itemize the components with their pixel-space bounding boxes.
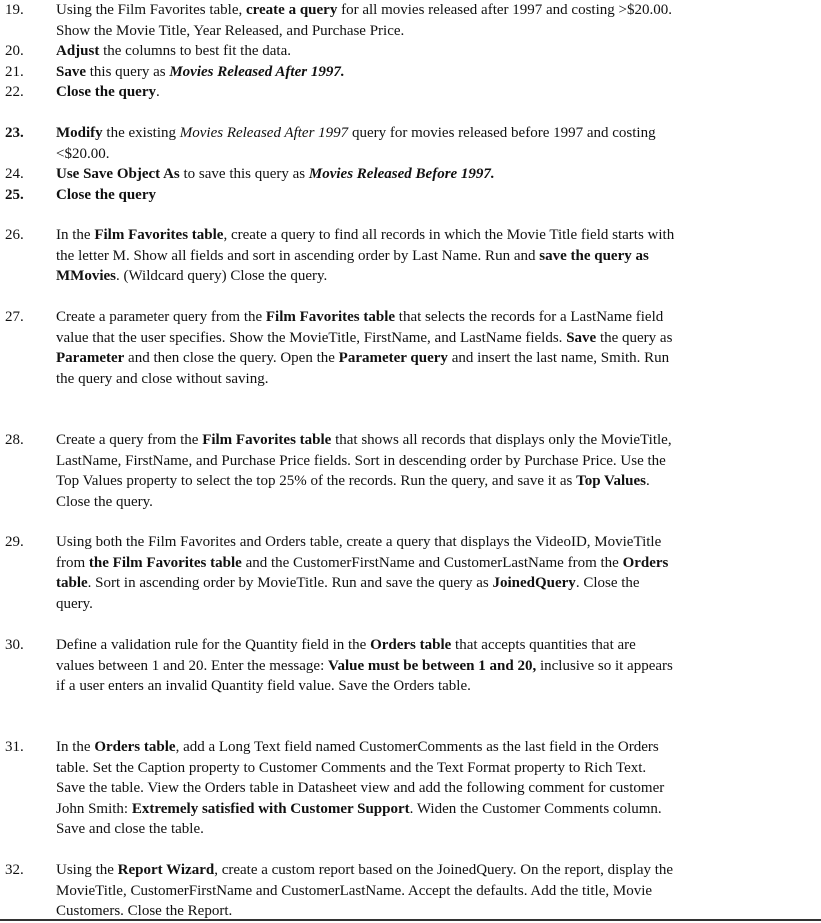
item-number: 27. [5, 309, 24, 325]
item-number: 28. [5, 432, 24, 448]
item-text: Save this query as Movies Released After 1997. [56, 64, 345, 80]
item-text: In the Orders table, add a Long Text field named CustomerComments as the last field in the Orders table. Set the Caption property to Customer Comments and the Text Format property to Rich Text. Save the table. View the Orders table in Datasheet view and add the following comment for customer John Smith: Extremely satisfied with Customer Support. Widen the Customer Comments column. Save and close the table. [56, 739, 665, 837]
item-number: 19. [5, 2, 24, 18]
item-text: Use Save Object As to save this query as Movies Released Before 1997. [56, 166, 495, 182]
item-text: Create a parameter query from the Film Favorites table that selects the records for a LastName field value that the user specifies. Show the MovieTitle, FirstName, and LastName fields. Save the query as Parameter and then close the query. Open the Parameter query and insert the last name, Smith. Run the query and close without saving. [56, 309, 673, 387]
item-text: Using both the Film Favorites and Orders table, create a query that displays the VideoID, MovieTitle from the Film Favorites table and the CustomerFirstName and CustomerLastName from the Orders table. Sort in ascending order by MovieTitle. Run and save the query as JoinedQuery. Close the query. [56, 534, 669, 612]
item-text: Define a validation rule for the Quantity field in the Orders table that accepts quantities that are values between 1 and 20. Enter the message: Value must be between 1 and 20, inclusive so it appears if a user enters an invalid Quantity field value. Save the Orders table. [56, 637, 673, 694]
item-number: 32. [5, 862, 24, 878]
item-number: 24. [5, 166, 24, 182]
item-text: Using the Film Favorites table, create a query for all movies released after 1997 and costing >$20.00. Show the Movie Title, Year Released, and Purchase Price. [56, 2, 672, 39]
item-number: 26. [5, 227, 24, 243]
item-number: 22. [5, 84, 24, 100]
item-number: 30. [5, 637, 24, 653]
item-text: Adjust the columns to best fit the data. [56, 43, 291, 59]
item-number: 20. [5, 43, 24, 59]
item-number: 21. [5, 64, 24, 80]
item-text: Close the query. [56, 84, 160, 100]
item-number: 23. [5, 125, 24, 141]
item-number: 29. [5, 534, 24, 550]
item-text: Close the query [56, 187, 156, 203]
item-text: In the Film Favorites table, create a query to find all records in which the Movie Title field starts with the letter M. Show all fields and sort in ascending order by Last Name. Run and save the query as MMovies. (Wildcard query) Close the query. [56, 227, 675, 284]
item-text: Modify the existing Movies Released After 1997 query for movies released before 1997 and costing <$20.00. [56, 125, 656, 162]
bottom-divider [0, 919, 821, 921]
item-number: 31. [5, 739, 24, 755]
item-text: Create a query from the Film Favorites table that shows all records that displays only the MovieTitle, LastName, FirstName, and Purchase Price fields. Sort in descending order by Purchase Price. Use the Top Values property to select the top 25% of the records. Run the query, and save it as Top Values. Close the query. [56, 432, 672, 510]
item-text: Using the Report Wizard, create a custom report based on the JoinedQuery. On the report, display the MovieTitle, CustomerFirstName and CustomerLastName. Accept the defaults. Add the title, Movie Customers. Close the Report. [56, 862, 674, 919]
item-number: 25. [5, 187, 24, 203]
